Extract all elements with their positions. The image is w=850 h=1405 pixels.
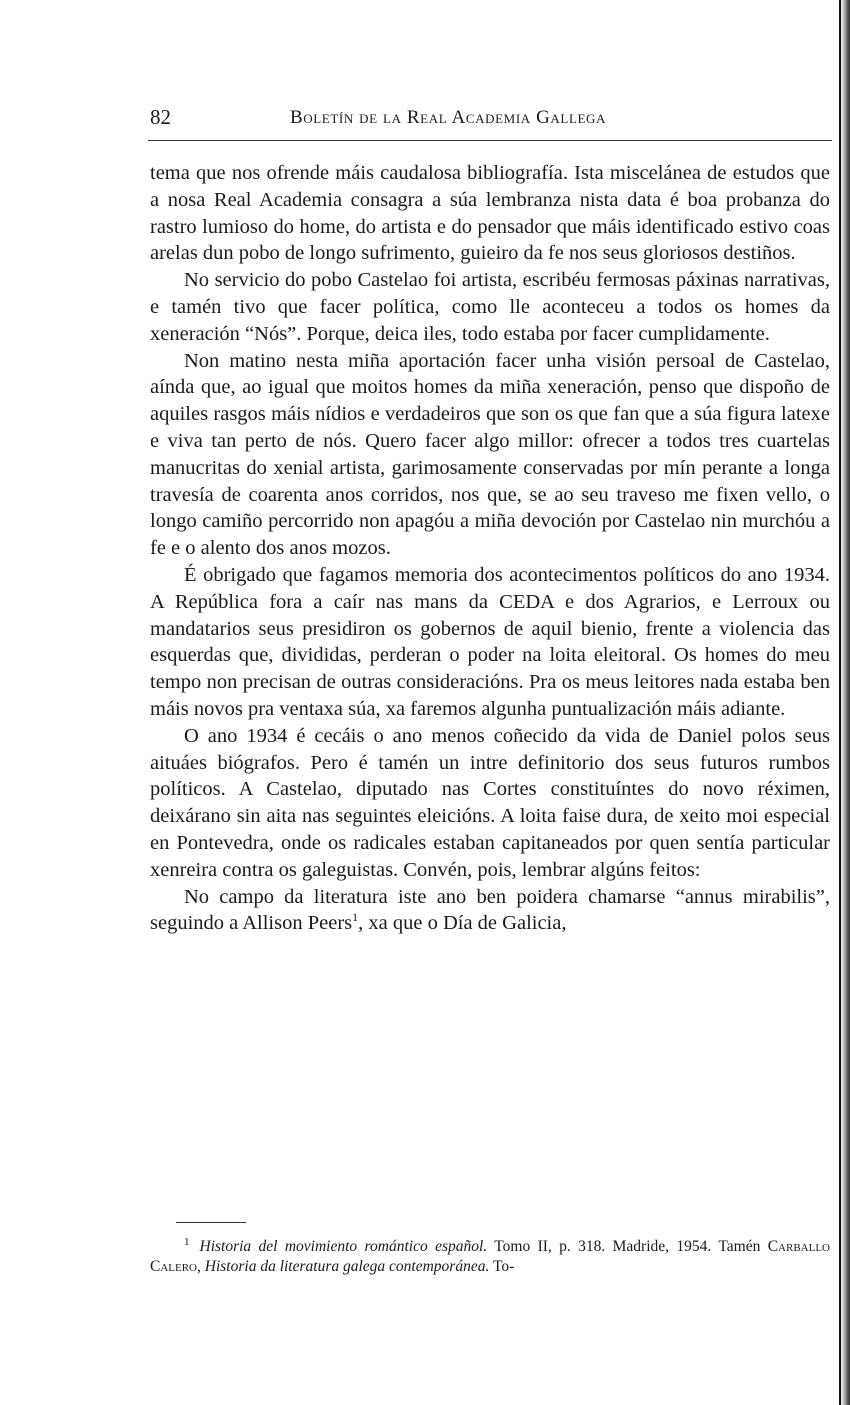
paragraph: É obrigado que fagamos memoria dos acontecimentos políticos do ano 1934. A República fora a caír nas mans da CEDA e dos Agrarios, e Lerroux ou mandatarios seus presidiron os gobernos de aquil bienio, frente a violencia das esquerdas que, divididas, perderan o poder na loita eleitoral. Os homes do meu tempo non precisan de outras consideracións. Pra os meus leitores nada estaba ben máis novos pra ventaxa súa, xa faremos algunha puntualización máis adiante. — [150, 563, 830, 720]
footnote-reference: 1 — [352, 910, 359, 925]
footnote — [150, 1232, 830, 1277]
footnote-mark: 1 — [184, 1236, 190, 1248]
paragraph-last — [150, 884, 830, 938]
page-number: 82 — [150, 105, 171, 129]
body-text — [150, 160, 830, 937]
paragraph-text: , xa que o Día de Galicia, — [358, 912, 567, 935]
footnote-rule — [176, 1222, 246, 1223]
footnote-text: To- — [489, 1258, 515, 1276]
page-edge-line — [839, 0, 841, 1405]
footnote-title: Historia del movimiento romántico español. — [199, 1238, 488, 1256]
paragraph: O ano 1934 é cecáis o ano menos coñecido da vida de Daniel polos seus aituáes biógrafos. Pero é tamén un intre definitorio dos seus futuros rumbos políticos. A Castelao, diputado nas Cortes constituíntes do novo réximen, deixárano sin aita nas seguintes eleicións. A loita faise dura, de xeito moi especial en Pontevedra, onde os radicales estaban capitaneados por quen sentía particular xenreira contra os galeguistas. Convén, pois, lembrar algúns feitos: — [150, 724, 830, 881]
page-header — [150, 105, 830, 139]
paragraph-text: No campo da literatura iste ano ben poidera chamarse “annus mirabilis”, seguindo a Allison Peers — [150, 885, 830, 935]
paragraph: tema que nos ofrende máis caudalosa bibliografía. Ista miscelánea de estudos que a nosa Real Academia consagra a súa lembranza nista data é boa probanza do rastro lumioso do home, do artista e do pensador que máis identificado estivo coas arelas dun pobo de longo sufrimento, guieiro da fe nos seus gloriosos destiños. — [150, 162, 830, 265]
header-rule — [148, 140, 832, 141]
footnote-text: Tomo II, p. 318. Madride, 1954. Tamén — [487, 1238, 768, 1256]
paragraph: Non matino nesta miña aportación facer unha visión persoal de Castelao, aínda que, ao igual que moitos homes da miña xeneración, penso que dispoño de aquiles rasgos máis nídios e verdadeiros que son os que fan que a súa figura latexe e viva tan perto de nós. Quero facer algo millor: ofrecer a todos tres cuartelas manucritas do xenial artista, garimosamente conservadas por mín perante a longa travesía de coarenta anos corridos, nos que, se ao seu traveso me fixen vello, o longo camiño percorrido non apagóu a miña devoción por Castelao nin murchóu a fe e o alento dos anos mozos. — [150, 349, 830, 560]
paragraph: No servicio do pobo Castelao foi artista, escribéu fermosas páxinas narrativas, e tamén tivo que facer política, como lle aconteceu a todos os homes da xeneración “Nós”. Porque, deica iles, todo estaba por facer cumplidamente. — [150, 269, 830, 345]
running-title: Boletín de la Real Academia Gallega — [290, 107, 606, 128]
footnote-text: , — [197, 1258, 205, 1276]
footnote-author: Carballo Calero — [150, 1238, 830, 1276]
footnote-title-2: Historia da literatura galega contemporánea. — [204, 1258, 490, 1276]
